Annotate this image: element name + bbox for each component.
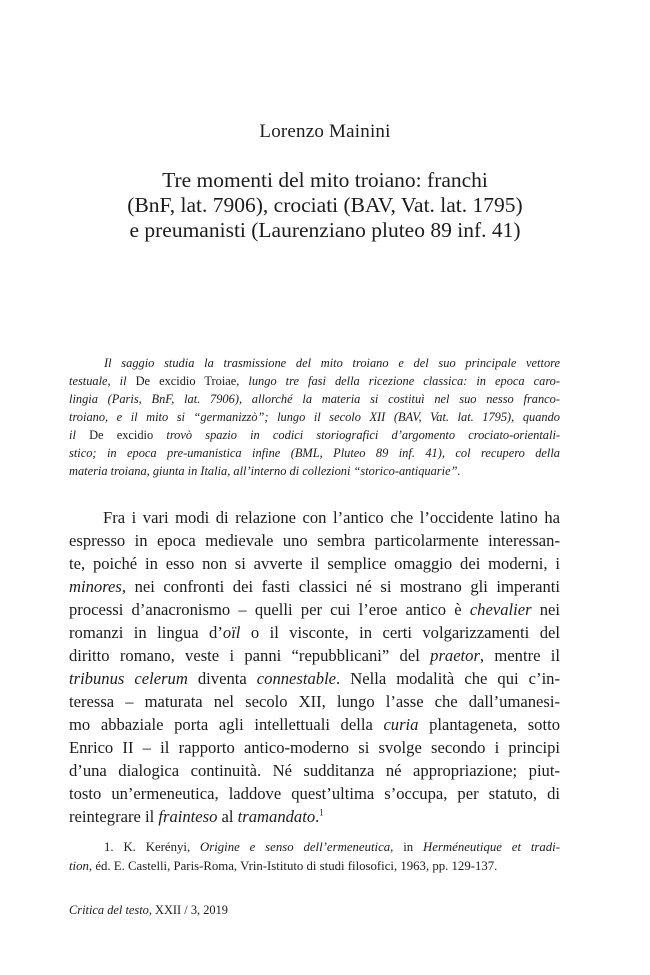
body-line: teressa – maturata nel secolo XII, lungo l’asse che dall’umanesi-: [69, 692, 560, 711]
body-line: Enrico II – il rapporto antico-moderno si svolge secondo i principi: [69, 738, 560, 757]
body-line: Fra i vari modi di relazione con l’antico che l’occidente latino ha: [103, 508, 560, 527]
body-line: espresso in epoca medievale uno sembra particolarmente interessan-: [69, 531, 560, 550]
body-line: te, poiché in esso non si avverte il semplice omaggio dei moderni, i: [69, 554, 560, 573]
abstract: [69, 354, 560, 480]
body-line: tribunus celerum diventa connestable. Nella modalità che qui c’in-: [69, 669, 561, 688]
journal-issue: , XXII / 3, 2019: [148, 903, 228, 917]
footnote-reference[interactable]: 1: [319, 807, 324, 818]
abstract-line: lingia (Paris, BnF, lat. 7906), allorché la materia si costituì nel suo nesso franco-: [69, 392, 560, 406]
abstract-line: il De excidio trovò spazio in codici storiografici d’argomento crociato-orientali-: [69, 428, 561, 442]
abstract-line: stico; in epoca pre-umanistica infine (BML, Pluteo 89 inf. 41), col recupero della: [69, 446, 560, 460]
body-line: diritto romano, veste i panni “repubblicani” del praetor, mentre il: [69, 646, 560, 665]
page-footer: [69, 903, 228, 918]
abstract-line: materia troiana, giunta in Italia, all’interno di collezioni “storico-antiquarie”.: [69, 464, 461, 478]
body-line: reintegrare il frainteso al tramandato.$^1$: [69, 807, 324, 826]
abstract-line: testuale, il De excidio Troiae, lungo tre fasi della ricezione classica: in epoca caro-: [69, 374, 560, 388]
abstract-line: Il saggio studia la trasmissione del mito troiano e del suo principale vettore: [104, 356, 560, 370]
author-name: Lorenzo Mainini: [259, 121, 391, 142]
body-line: minores, nei confronti dei fasti classici né si mostrano gli imperanti: [69, 577, 560, 596]
body-line: romanzi in lingua d’oïl o il visconte, in certi volgarizzamenti del: [69, 623, 560, 642]
body-line: d’una dialogica continuità. Né sudditanza né appropriazione; piut-: [69, 761, 560, 780]
body-line: mo abbaziale porta agli intellettuali della curia plantageneta, sotto: [69, 715, 560, 734]
body-line: processi d’anacronismo – quelli per cui l’eroe antico è chevalier nei: [69, 600, 561, 619]
abstract-line: troiano, e il mito si “germanizzò”; lungo il secolo XII (BAV, Vat. lat. 1795), quando: [69, 410, 560, 424]
footnote: [69, 838, 560, 876]
body-line: tosto un’ermeneutica, laddove quest’ultima s’occupa, per statuto, di: [69, 784, 560, 803]
footnote-line: 1. K. Kerényi, Origine e senso dell’ermeneutica, in Herméneutique et tradi-: [104, 840, 560, 854]
title-line: e preumanisti (Laurenziano pluteo 89 inf. 41): [129, 218, 521, 242]
title-line: Tre momenti del mito troiano: franchi: [162, 168, 488, 192]
title-line: (BnF, lat. 7906), crociati (BAV, Vat. lat. 1795): [127, 193, 523, 217]
journal-name: Critica del testo: [69, 903, 149, 917]
body-paragraph: [69, 506, 560, 828]
footnote-line: tion, éd. E. Castelli, Paris-Roma, Vrin-Istituto di studi filosofici, 1963, pp. 129-137.: [69, 859, 498, 873]
article-title: [60, 168, 590, 243]
